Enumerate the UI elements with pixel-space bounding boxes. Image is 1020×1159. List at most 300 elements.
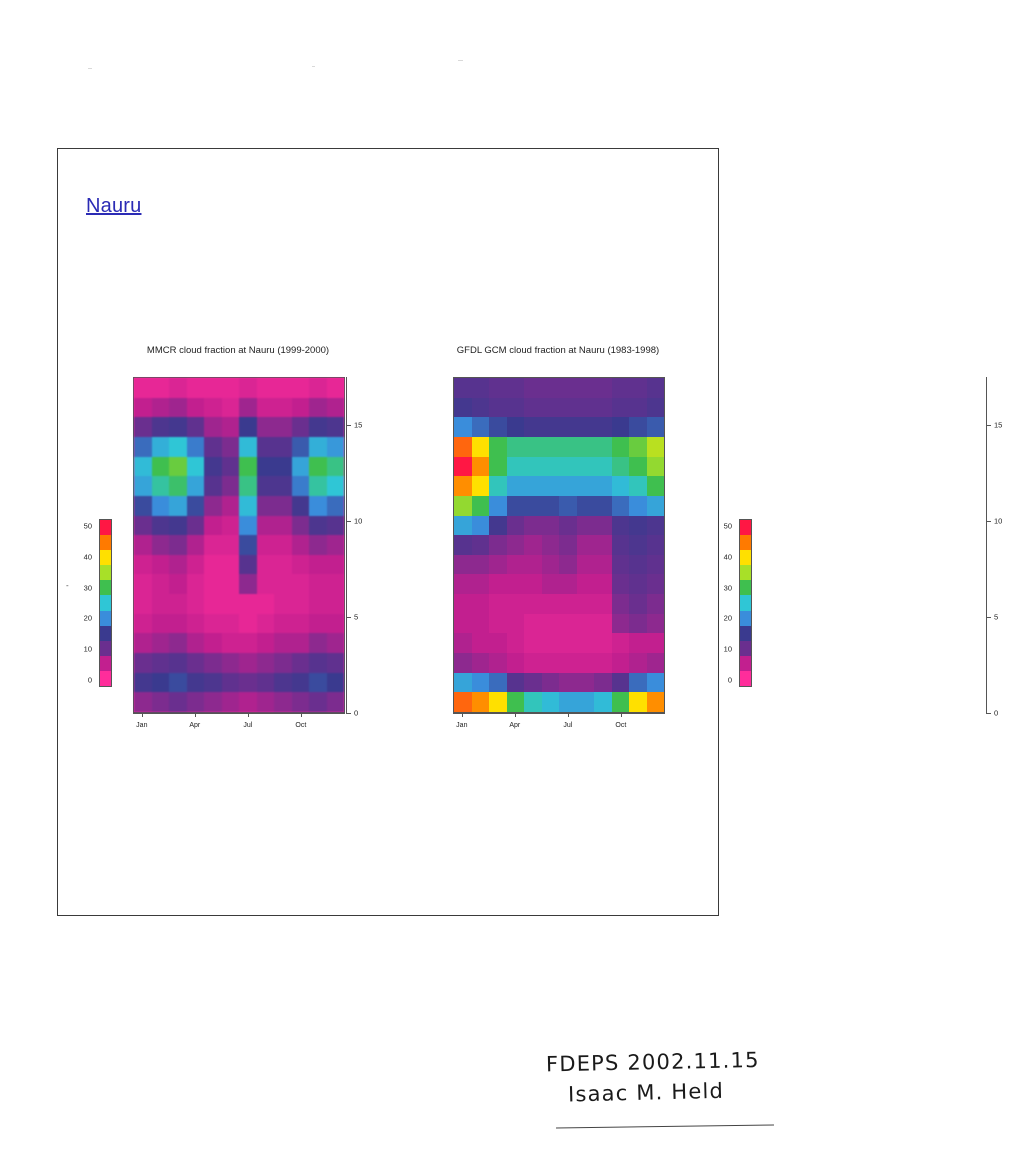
heatmap-cell [577,398,595,418]
y-axis-tick [986,617,991,618]
heatmap-cell [222,633,240,653]
heatmap-cell [524,673,542,693]
colorbar-segment [100,656,111,671]
x-axis-tick [142,713,143,717]
heatmap-cell [472,437,490,457]
heatmap-cell [577,437,595,457]
heatmap-cell [542,692,560,712]
heatmap-cell [327,633,345,653]
heatmap-cell [152,614,170,634]
scan-speckle [88,68,92,69]
heatmap-cell [507,476,525,496]
heatmap-cell [507,555,525,575]
heatmap-gcm [453,377,665,713]
heatmap-cell [542,673,560,693]
heatmap-cell [559,496,577,516]
heatmap-cell [274,692,292,712]
heatmap-cell [629,398,647,418]
colorbar-segment [100,626,111,641]
x-axis-tick [515,713,516,717]
heatmap-cell [647,692,665,712]
heatmap-cell [454,614,472,634]
heatmap-cell [327,378,345,398]
heatmap-cell [489,633,507,653]
heatmap-cell [524,653,542,673]
heatmap-cell [472,516,490,536]
heatmap-cell [169,614,187,634]
heatmap-cell [309,692,327,712]
heatmap-cell [507,574,525,594]
heatmap-cell [152,516,170,536]
heatmap-cell [239,457,257,477]
heatmap-cell [612,476,630,496]
heatmap-cell [222,673,240,693]
heatmap-cell [542,437,560,457]
colorbar-segment [740,671,751,686]
heatmap-cell [542,614,560,634]
heatmap-cell [274,574,292,594]
heatmap-cell [169,417,187,437]
heatmap-cell [454,673,472,693]
colorbar-segment [740,641,751,656]
heatmap-cell [292,633,310,653]
annotation-underline [556,1124,774,1128]
heatmap-cell [309,673,327,693]
annotation-line-2: Isaac M. Held [567,1078,725,1107]
heatmap-cell [309,398,327,418]
heatmap-cell [292,476,310,496]
chart-title-gcm: GFDL GCM cloud fraction at Nauru (1983-1998) [456,345,660,356]
heatmap-cell [612,398,630,418]
heatmap-cell [134,457,152,477]
colorbar-segment [740,626,751,641]
heatmap-cell [542,555,560,575]
heatmap-cell [204,437,222,457]
heatmap-cell [542,594,560,614]
heatmap-cell [559,516,577,536]
heatmap-cell [612,653,630,673]
y-axis-tick-label: 10 [354,516,363,526]
heatmap-cell [327,673,345,693]
heatmap-cell [594,378,612,398]
colorbar-segment [740,550,751,565]
heatmap-cell [524,417,542,437]
x-axis-tick [195,713,196,717]
heatmap-cell [152,535,170,555]
heatmap-cell [292,437,310,457]
heatmap-cell [274,633,292,653]
heatmap-cell [612,496,630,516]
heatmap-cell [222,378,240,398]
x-axis-tick-label: Oct [615,722,627,729]
colorbar-segment [740,656,751,671]
chart-title-mmcr: MMCR cloud fraction at Nauru (1999-2000) [146,345,330,356]
heatmap-cell [257,692,275,712]
heatmap-cell [629,378,647,398]
heatmap-cell [257,457,275,477]
heatmap-cell [489,398,507,418]
heatmap-cell [647,516,665,536]
colorbar-tick-label: 50 [723,521,732,531]
heatmap-cell [454,633,472,653]
heatmap-cell [169,633,187,653]
heatmap-cell [524,437,542,457]
heatmap-cell [559,378,577,398]
heatmap-cell [472,633,490,653]
heatmap-cell [629,476,647,496]
colorbar-dash-marker: - [66,581,69,590]
heatmap-cell [152,653,170,673]
heatmap-cell [222,476,240,496]
heatmap-cell [134,417,152,437]
heatmap-cell [187,614,205,634]
heatmap-cell [647,614,665,634]
heatmap-cell [507,398,525,418]
heatmap-cell [309,555,327,575]
heatmap-cell [292,574,310,594]
heatmap-cell [489,574,507,594]
heatmap-cell [577,673,595,693]
heatmap-cell [454,574,472,594]
heatmap-cell [134,574,152,594]
heatmap-cell [204,653,222,673]
y-axis-tick-label: 0 [354,708,359,718]
heatmap-cell [542,633,560,653]
heatmap-cell [594,476,612,496]
heatmap-cell [239,496,257,516]
heatmap-cell [204,417,222,437]
heatmap-cell [292,398,310,418]
heatmap-cell [222,417,240,437]
heatmap-cell [559,633,577,653]
heatmap-cell [594,417,612,437]
heatmap-cell [327,594,345,614]
heatmap-cell [577,457,595,477]
x-axis-tick-label: Apr [189,722,201,729]
x-axis-tick-label: Jul [243,722,253,729]
heatmap-cell [577,516,595,536]
heatmap-cell [472,457,490,477]
heatmap-cell [292,516,310,536]
heatmap-cell [629,535,647,555]
heatmap-cell [309,614,327,634]
heatmap-cell [524,457,542,477]
colorbar-tick-label: 40 [83,552,92,562]
heatmap-cell [647,574,665,594]
heatmap-cell [542,574,560,594]
heatmap-cell [239,437,257,457]
y-axis-tick-label: 15 [994,420,1003,430]
heatmap-cell [647,535,665,555]
y-axis-tick-label: 5 [354,612,359,622]
heatmap-cell [454,692,472,712]
colorbar-segment [100,671,111,686]
heatmap-cell [647,555,665,575]
heatmap-cell [257,633,275,653]
heatmap-cell [489,457,507,477]
y-axis-tick [986,713,991,714]
heatmap-cell [309,594,327,614]
heatmap-cell [472,417,490,437]
heatmap-cell [594,496,612,516]
heatmap-cell [629,574,647,594]
colorbar-tick-label: 30 [83,583,92,593]
heatmap-cell [327,653,345,673]
heatmap-cell [257,417,275,437]
heatmap-cell [257,476,275,496]
x-axis-tick-label: Jul [563,722,573,729]
heatmap-cell [507,437,525,457]
heatmap-cell [292,496,310,516]
heatmap-cell [507,417,525,437]
heatmap-cell [472,555,490,575]
heatmap-cell [629,457,647,477]
heatmap-cell [647,378,665,398]
heatmap-cell [204,496,222,516]
y-axis-tick [986,425,991,426]
colorbar-tick-label: 10 [83,644,92,654]
heatmap-cell [239,633,257,653]
heatmap-cell [489,555,507,575]
heatmap-cell [257,437,275,457]
heatmap-cell [152,398,170,418]
heatmap-cell [629,555,647,575]
heatmap-cell [594,673,612,693]
heatmap-cell [292,457,310,477]
heatmap-cell [274,614,292,634]
heatmap-cell [647,398,665,418]
heatmap-cell [187,378,205,398]
heatmap-cell [239,378,257,398]
heatmap-cell [187,653,205,673]
heatmap-cell [204,378,222,398]
heatmap-cell [327,496,345,516]
heatmap-cell [559,417,577,437]
heatmap-cell [559,535,577,555]
heatmap-cell [327,516,345,536]
heatmap-cell [472,535,490,555]
heatmap-cell [612,437,630,457]
heatmap-cell [524,476,542,496]
y-axis-tick-label: 15 [354,420,363,430]
annotation-line-1: FDEPS 2002.11.15 [545,1047,760,1077]
heatmap-cell [612,378,630,398]
heatmap-cell [292,673,310,693]
heatmap-cell [292,417,310,437]
heatmap-cell [292,594,310,614]
heatmap-cell [559,398,577,418]
heatmap-cell [204,516,222,536]
heatmap-cell [577,555,595,575]
heatmap-cell [454,378,472,398]
heatmap-cell [647,437,665,457]
heatmap-cell [274,516,292,536]
heatmap-cell [559,692,577,712]
heatmap-cell [274,535,292,555]
heatmap-cell [204,476,222,496]
x-axis-tick-label: Oct [295,722,307,729]
heatmap-cell [222,574,240,594]
heatmap-cell [292,653,310,673]
heatmap-cell [309,476,327,496]
heatmap-cell [187,692,205,712]
heatmap-cell [169,653,187,673]
heatmap-cell [594,457,612,477]
heatmap-cell [559,614,577,634]
colorbar-segment [740,535,751,550]
heatmap-cell [594,633,612,653]
heatmap-cell [152,378,170,398]
heatmap-cell [327,555,345,575]
heatmap-cell [327,417,345,437]
heatmap-cell [594,692,612,712]
heatmap-cell [472,574,490,594]
colorbar-tick-label: 0 [87,675,92,685]
colorbar-segment [100,641,111,656]
heatmap-cell [577,614,595,634]
heatmap-cell [309,457,327,477]
heatmap-cell [612,555,630,575]
heatmap-cell [454,555,472,575]
heatmap-cell [152,437,170,457]
heatmap-cell [239,692,257,712]
heatmap-cell [239,398,257,418]
x-axis-mmcr [133,713,345,733]
heatmap-cell [559,653,577,673]
heatmap-cell [239,535,257,555]
heatmap-cell [507,633,525,653]
heatmap-cell [222,653,240,673]
heatmap-cell [612,417,630,437]
heatmap-cell [274,398,292,418]
heatmap-cell [559,476,577,496]
heatmap-cell [489,417,507,437]
heatmap-cell [134,476,152,496]
colorbar-tick-label: 0 [727,675,732,685]
heatmap-cell [222,398,240,418]
heatmap-cell [647,673,665,693]
heatmap-cell [187,417,205,437]
heatmap-cell [169,535,187,555]
heatmap-cell [222,457,240,477]
heatmap-cell [577,692,595,712]
heatmap-cell [454,516,472,536]
heatmap-cell [594,516,612,536]
colorbar-tick-label: 20 [83,613,92,623]
heatmap-cell [542,516,560,536]
heatmap-cell [257,673,275,693]
heatmap-cell [647,594,665,614]
heatmap-cell [594,555,612,575]
x-axis-tick-label: Jan [456,722,468,729]
heatmap-cell [204,398,222,418]
heatmap-cell [577,378,595,398]
heatmap-cell [577,476,595,496]
heatmap-cell [292,692,310,712]
heatmap-cell [472,398,490,418]
heatmap-cell [647,476,665,496]
heatmap-cell [454,476,472,496]
heatmap-cell [559,437,577,457]
heatmap-cell [187,594,205,614]
heatmap-cell [489,437,507,457]
heatmap-mmcr [133,377,345,713]
heatmap-cell [507,594,525,614]
heatmap-cell [454,653,472,673]
heatmap-cell [309,633,327,653]
heatmap-cell [134,437,152,457]
heatmap-cell [454,594,472,614]
heatmap-cell [257,555,275,575]
heatmap-cell [559,673,577,693]
heatmap-cell [454,398,472,418]
heatmap-cell [577,633,595,653]
heatmap-cell [489,653,507,673]
heatmap-cell [292,378,310,398]
heatmap-cell [542,378,560,398]
heatmap-cell [239,555,257,575]
heatmap-cell [169,398,187,418]
heatmap-cell [489,535,507,555]
colorbar-segment [740,520,751,535]
heatmap-cell [169,692,187,712]
heatmap-cell [594,653,612,673]
colorbar-segment [740,595,751,610]
heatmap-cell [454,417,472,437]
heatmap-cell [257,496,275,516]
heatmap-cell [524,555,542,575]
heatmap-cell [594,535,612,555]
heatmap-cell [204,555,222,575]
heatmap-cell [472,673,490,693]
colorbar-segment [100,595,111,610]
heatmap-cell [612,673,630,693]
y-axis-gcm [986,377,1020,718]
x-axis-tick-label: Apr [509,722,521,729]
heatmap-cell [134,594,152,614]
heatmap-cell [187,673,205,693]
heatmap-cell [204,535,222,555]
heatmap-cell [524,692,542,712]
heatmap-cell [187,457,205,477]
heatmap-cell [134,614,152,634]
heatmap-cell [472,496,490,516]
heatmap-cell [327,398,345,418]
heatmap-cell [524,378,542,398]
heatmap-cell [152,574,170,594]
heatmap-cell [239,614,257,634]
heatmap-cell [489,673,507,693]
heatmap-cell [594,614,612,634]
heatmap-cell [257,594,275,614]
heatmap-cell [507,378,525,398]
heatmap-cell [612,457,630,477]
heatmap-cell [472,594,490,614]
heatmap-cell [239,574,257,594]
heatmap-cell [454,457,472,477]
heatmap-cell [257,574,275,594]
heatmap-cell [204,633,222,653]
heatmap-cell [134,378,152,398]
y-axis-tick-label: 5 [994,612,999,622]
heatmap-cell [134,535,152,555]
colorbar-segment [100,550,111,565]
heatmap-cell [169,673,187,693]
heatmap-cell [204,457,222,477]
heatmap-cell [309,653,327,673]
heatmap-cell [594,398,612,418]
heatmap-cell [169,574,187,594]
